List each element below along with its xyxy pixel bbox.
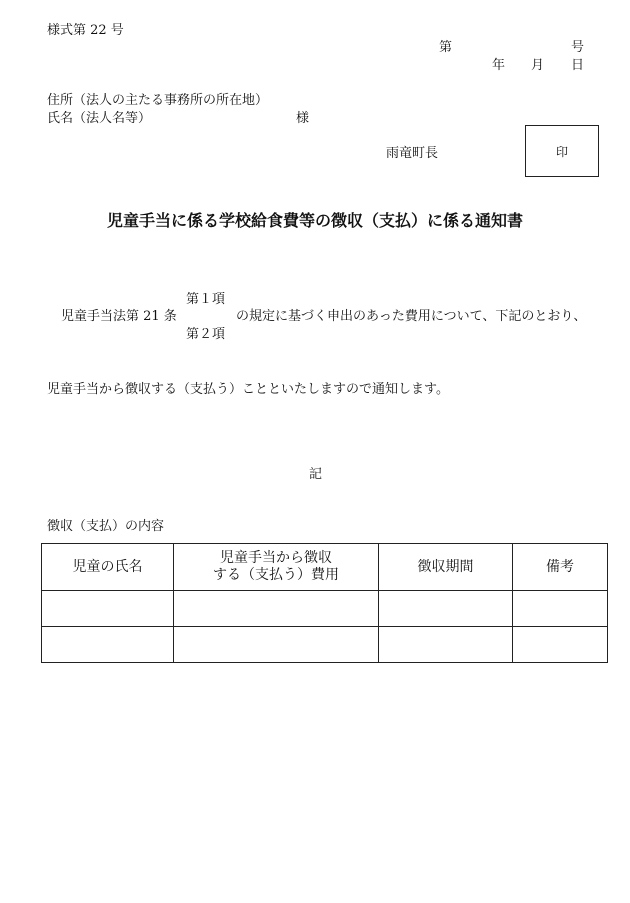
doc-number-prefix: 第 [439,40,453,55]
body-line-1: の規定に基づく申出のあった費用について、下記のとおり、 [236,309,587,324]
table-cell[interactable] [379,627,513,663]
column-header-remarks: 備考 [513,544,608,591]
ki-heading: 記 [309,467,323,482]
table-cell[interactable] [513,627,608,663]
seal-box [525,125,599,177]
document-title: 児童手当に係る学校給食費等の徴収（支払）に係る通知書 [106,211,523,230]
sender-title: 雨竜町長 [386,146,439,161]
doc-number-suffix: 号 [571,40,585,55]
table-cell[interactable] [513,591,608,627]
table-header-row [42,544,608,591]
date-month: 月 [531,58,545,73]
date-day: 日 [571,58,585,73]
law-reference: 児童手当法第 21 条 [61,309,177,324]
content-table [41,543,608,663]
form-number: 様式第 22 号 [47,23,124,38]
honorific: 様 [296,111,310,126]
date-year: 年 [492,58,506,73]
paragraph-2: 第２項 [186,327,226,342]
table-row [42,627,608,663]
table-cell[interactable] [42,627,174,663]
paragraph-1: 第１項 [186,292,226,307]
table-row [42,591,608,627]
table-cell[interactable] [174,591,379,627]
name-label: 氏名（法人名等） [47,111,152,126]
section-label: 徴収（支払）の内容 [47,519,165,534]
address-label: 住所（法人の主たる事務所の所在地） [47,93,269,108]
column-header-period: 徴収期間 [379,544,513,591]
seal-label: 印 [555,144,568,159]
table-cell[interactable] [174,627,379,663]
column-header-child-name: 児童の氏名 [42,544,174,591]
column-header-fee: 児童手当から徴収 する（支払う）費用 [174,544,379,591]
body-line-2: 児童手当から徴収する（支払う）ことといたしますので通知します。 [47,382,449,397]
table-cell[interactable] [42,591,174,627]
table-cell[interactable] [379,591,513,627]
